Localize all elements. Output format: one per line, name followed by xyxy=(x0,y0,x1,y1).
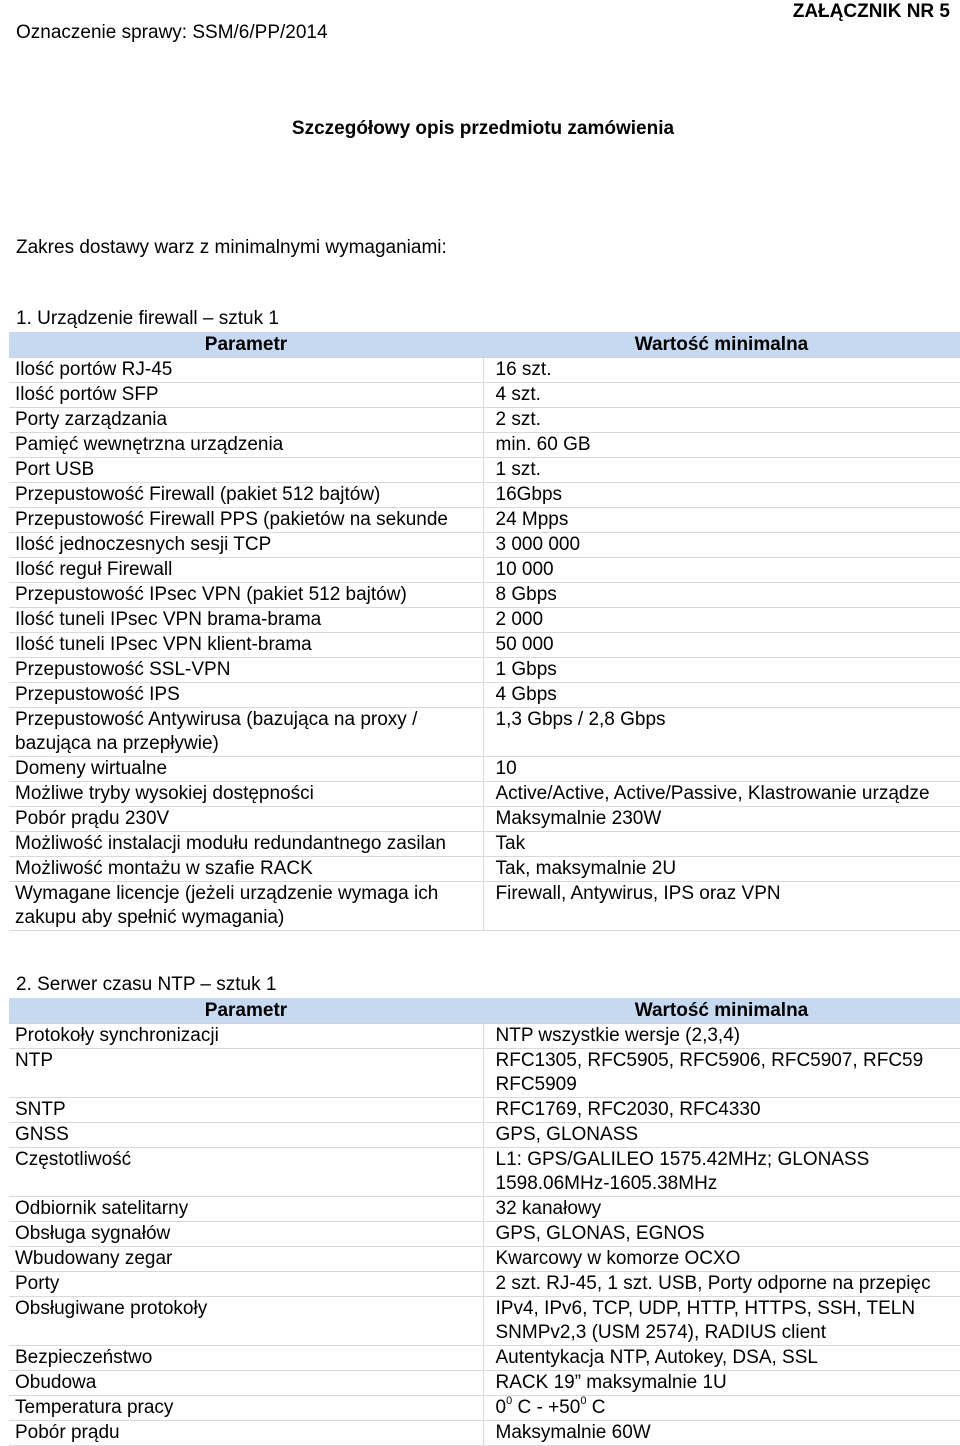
degree-superscript: 0 xyxy=(580,1395,587,1407)
value-cell: Tak xyxy=(483,832,960,857)
param-cell: Obsługiwane protokoły xyxy=(9,1297,483,1346)
value-line: RFC1305, RFC5905, RFC5906, RFC5907, RFC59 xyxy=(495,1050,924,1071)
table-header-row xyxy=(9,998,960,1024)
param-cell: Pobór prądu xyxy=(9,1421,483,1446)
value-cell: 32 kanałowy xyxy=(483,1197,960,1222)
table-row xyxy=(9,533,960,558)
param-cell: Wbudowany zegar xyxy=(9,1247,483,1272)
value-cell: 10 000 xyxy=(483,558,960,583)
table-row xyxy=(9,483,960,508)
param-cell: Częstotliwość xyxy=(9,1148,483,1197)
table-row xyxy=(9,708,960,757)
value-cell: 50 000 xyxy=(483,633,960,658)
value-line: SNMPv2,3 (USM 2574), RADIUS client xyxy=(495,1322,826,1343)
value-cell: Maksymalnie 60W xyxy=(483,1421,960,1446)
value-line: L1: GPS/GALILEO 1575.42MHz; GLONASS xyxy=(495,1149,870,1170)
param-cell: Ilość tuneli IPsec VPN brama-brama xyxy=(9,608,483,633)
column-header-value: Wartość minimalna xyxy=(483,332,960,358)
value-cell: Autentykacja NTP, Autokey, DSA, SSL xyxy=(483,1346,960,1371)
value-cell: GPS, GLONASS xyxy=(483,1123,960,1148)
table-row xyxy=(9,383,960,408)
value-cell: Kwarcowy w komorze OCXO xyxy=(483,1247,960,1272)
param-cell: Porty zarządzania xyxy=(9,408,483,433)
ntp-server-spec-table xyxy=(9,998,960,1446)
value-line: RFC5909 xyxy=(495,1074,577,1095)
value-text: C xyxy=(586,1397,606,1418)
param-cell: Przepustowość Antywirusa (bazująca na proxy / bazująca na przepływie) xyxy=(9,708,483,757)
column-header-parameter: Parametr xyxy=(9,998,483,1024)
param-cell: Ilość reguł Firewall xyxy=(9,558,483,583)
value-cell: RACK 19” maksymalnie 1U xyxy=(483,1371,960,1396)
param-cell: Przepustowość IPS xyxy=(9,683,483,708)
value-cell: Firewall, Antywirus, IPS oraz VPN xyxy=(483,882,960,931)
table-row xyxy=(9,433,960,458)
value-cell: Maksymalnie 230W xyxy=(483,807,960,832)
value-cell: 3 000 000 xyxy=(483,533,960,558)
param-cell: SNTP xyxy=(9,1098,483,1123)
table-row xyxy=(9,782,960,807)
value-text: C - +50 xyxy=(512,1397,581,1418)
table-row xyxy=(9,1371,960,1396)
annex-label: ZAŁĄCZNIK NR 5 xyxy=(792,1,950,22)
column-header-parameter: Parametr xyxy=(9,332,483,358)
value-cell: 1,3 Gbps / 2,8 Gbps xyxy=(483,708,960,757)
value-cell: 1 szt. xyxy=(483,458,960,483)
table-row xyxy=(9,1396,960,1421)
param-cell: Możliwe tryby wysokiej dostępności xyxy=(9,782,483,807)
table-row xyxy=(9,1222,960,1247)
table-row xyxy=(9,1024,960,1049)
table-header-row xyxy=(9,332,960,358)
table-row xyxy=(9,1148,960,1197)
table-row xyxy=(9,882,960,931)
value-cell: NTP wszystkie wersje (2,3,4) xyxy=(483,1024,960,1049)
param-cell: NTP xyxy=(9,1049,483,1098)
section2-title: 2. Serwer czasu NTP – sztuk 1 xyxy=(16,974,277,995)
value-cell: 10 xyxy=(483,757,960,782)
param-cell: Obsługa sygnałów xyxy=(9,1222,483,1247)
param-cell: Możliwość instalacji modułu redundantnego zasilan xyxy=(9,832,483,857)
table-row xyxy=(9,1098,960,1123)
value-cell: 16Gbps xyxy=(483,483,960,508)
param-cell: Port USB xyxy=(9,458,483,483)
scope-text: Zakres dostawy warz z minimalnymi wymaganiami: xyxy=(16,237,447,258)
param-cell: Przepustowość Firewall PPS (pakietów na sekunde xyxy=(9,508,483,533)
value-cell xyxy=(483,1396,960,1421)
param-cell: Ilość portów SFP xyxy=(9,383,483,408)
value-cell: 16 szt. xyxy=(483,358,960,383)
param-cell: Temperatura pracy xyxy=(9,1396,483,1421)
value-cell: 2 szt. RJ-45, 1 szt. USB, Porty odporne na przepięc xyxy=(483,1272,960,1297)
table-row xyxy=(9,857,960,882)
value-cell: min. 60 GB xyxy=(483,433,960,458)
column-header-value: Wartość minimalna xyxy=(483,998,960,1024)
table-row xyxy=(9,458,960,483)
param-cell: Domeny wirtualne xyxy=(9,757,483,782)
value-cell: 2 szt. xyxy=(483,408,960,433)
table-row xyxy=(9,1346,960,1371)
param-cell: Przepustowość Firewall (pakiet 512 bajtów) xyxy=(9,483,483,508)
value-line: IPv4, IPv6, TCP, UDP, HTTP, HTTPS, SSH, TELN xyxy=(495,1298,916,1319)
value-cell xyxy=(483,1049,960,1098)
table-row xyxy=(9,608,960,633)
table-row xyxy=(9,408,960,433)
table-row xyxy=(9,358,960,383)
table-row xyxy=(9,1123,960,1148)
table-row xyxy=(9,757,960,782)
case-number: Oznaczenie sprawy: SSM/6/PP/2014 xyxy=(16,22,328,43)
table-row xyxy=(9,508,960,533)
value-cell: GPS, GLONAS, EGNOS xyxy=(483,1222,960,1247)
param-cell: Porty xyxy=(9,1272,483,1297)
param-cell: Przepustowość IPsec VPN (pakiet 512 bajtów) xyxy=(9,583,483,608)
value-cell: 1 Gbps xyxy=(483,658,960,683)
param-cell: Wymagane licencje (jeżeli urządzenie wymaga ich zakupu aby spełnić wymagania) xyxy=(9,882,483,931)
param-cell: GNSS xyxy=(9,1123,483,1148)
value-line: 1598.06MHz-1605.38MHz xyxy=(495,1173,718,1194)
value-cell: Tak, maksymalnie 2U xyxy=(483,857,960,882)
param-cell: Ilość jednoczesnych sesji TCP xyxy=(9,533,483,558)
table-row xyxy=(9,1421,960,1446)
table-row xyxy=(9,832,960,857)
value-text: 0 xyxy=(495,1397,507,1418)
param-cell: Możliwość montażu w szafie RACK xyxy=(9,857,483,882)
param-cell: Przepustowość SSL-VPN xyxy=(9,658,483,683)
param-cell: Odbiornik satelitarny xyxy=(9,1197,483,1222)
table-row xyxy=(9,658,960,683)
value-cell: 2 000 xyxy=(483,608,960,633)
table-row xyxy=(9,1247,960,1272)
param-cell: Obudowa xyxy=(9,1371,483,1396)
value-cell: 24 Mpps xyxy=(483,508,960,533)
param-cell: Pobór prądu 230V xyxy=(9,807,483,832)
table-row xyxy=(9,807,960,832)
value-cell: RFC1769, RFC2030, RFC4330 xyxy=(483,1098,960,1123)
value-cell: 4 Gbps xyxy=(483,683,960,708)
param-cell: Pamięć wewnętrzna urządzenia xyxy=(9,433,483,458)
value-cell: 4 szt. xyxy=(483,383,960,408)
table-row xyxy=(9,1197,960,1222)
table-row xyxy=(9,1049,960,1098)
table-row xyxy=(9,633,960,658)
firewall-spec-table xyxy=(9,332,960,931)
section1-title: 1. Urządzenie firewall – sztuk 1 xyxy=(16,308,279,329)
table-row xyxy=(9,1297,960,1346)
value-cell xyxy=(483,1148,960,1197)
value-cell: 8 Gbps xyxy=(483,583,960,608)
param-cell: Protokoły synchronizacji xyxy=(9,1024,483,1049)
value-cell xyxy=(483,1297,960,1346)
table-row xyxy=(9,558,960,583)
table-row xyxy=(9,583,960,608)
param-cell: Ilość portów RJ-45 xyxy=(9,358,483,383)
param-cell: Bezpieczeństwo xyxy=(9,1346,483,1371)
degree-superscript: 0 xyxy=(506,1395,513,1407)
document-title: Szczegółowy opis przedmiotu zamówienia xyxy=(291,118,675,139)
table-row xyxy=(9,683,960,708)
param-cell: Ilość tuneli IPsec VPN klient-brama xyxy=(9,633,483,658)
table-row xyxy=(9,1272,960,1297)
value-cell: Active/Active, Active/Passive, Klastrowanie urządze xyxy=(483,782,960,807)
